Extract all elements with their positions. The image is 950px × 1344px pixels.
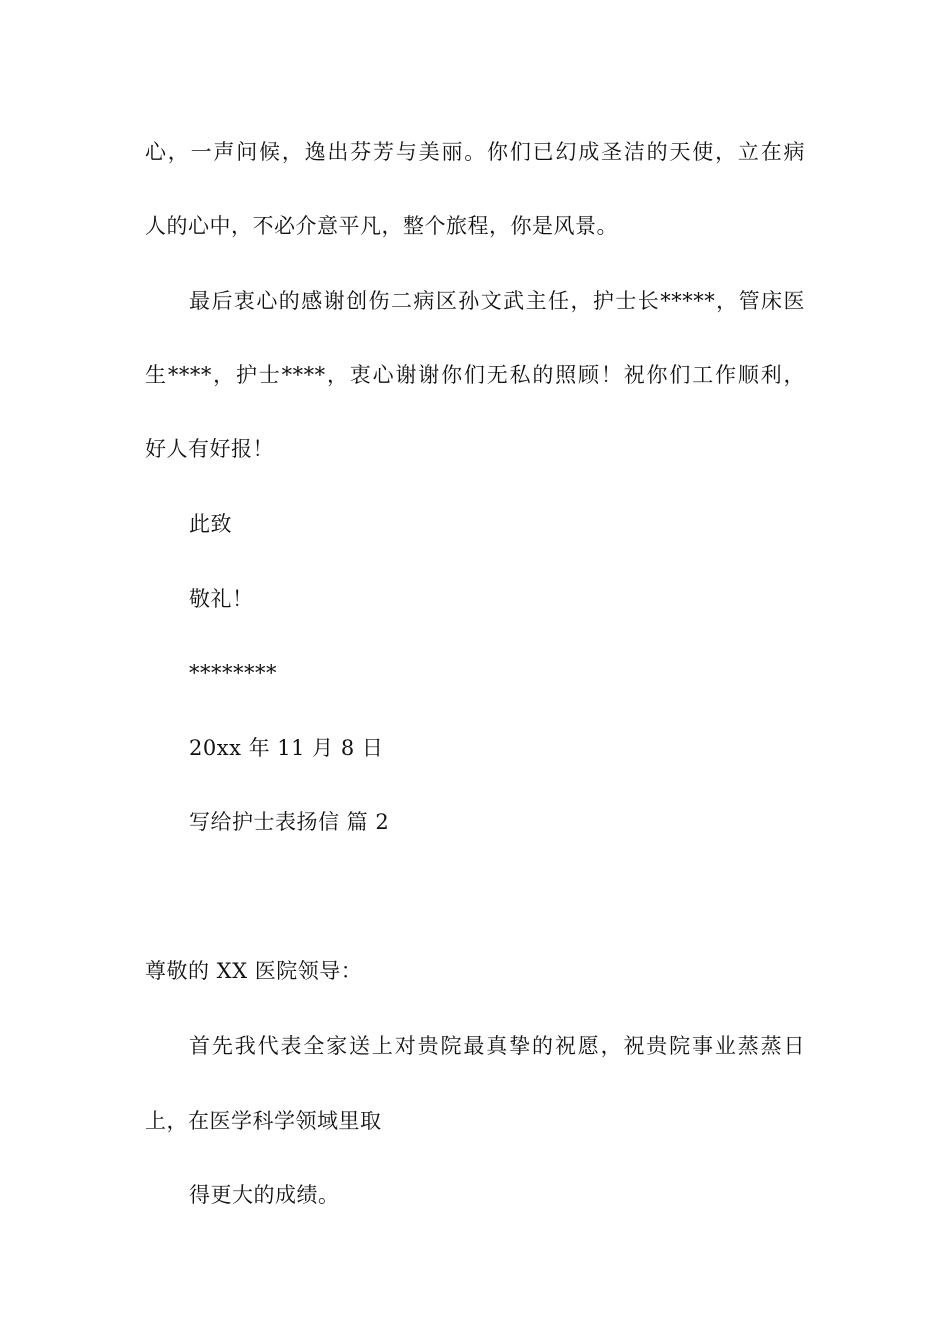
letter-date: 20xx 年 11 月 8 日 <box>189 736 384 760</box>
paragraph-line: 好人有好报！ <box>145 437 274 461</box>
signature: ******** <box>189 661 277 685</box>
paragraph-line: 生****，护士****，衷心谢谢你们无私的照顾！祝你们工作顺利， <box>145 363 805 387</box>
section-heading: 写给护士表扬信 篇 2 <box>189 810 390 834</box>
paragraph-line: 人的心中，不必介意平凡，整个旅程，你是风景。 <box>145 214 618 238</box>
paragraph-line: 最后衷心的感谢创伤二病区孙文武主任，护士长*****，管床医 <box>189 289 805 313</box>
paragraph-line: 首先我代表全家送上对贵院最真挚的祝愿，祝贵院事业蒸蒸日 <box>189 1034 805 1058</box>
paragraph-line: 上，在医学科学领域里取 <box>145 1109 382 1133</box>
closing-regards: 敬礼！ <box>189 587 254 611</box>
paragraph-line: 心，一声问候，逸出芬芳与美丽。你们已幻成圣洁的天使，立在病 <box>145 140 805 164</box>
paragraph-line: 得更大的成绩。 <box>189 1183 340 1207</box>
letter-greeting: 尊敬的 XX 医院领导： <box>145 959 363 983</box>
closing-salutation: 此致 <box>189 512 232 536</box>
